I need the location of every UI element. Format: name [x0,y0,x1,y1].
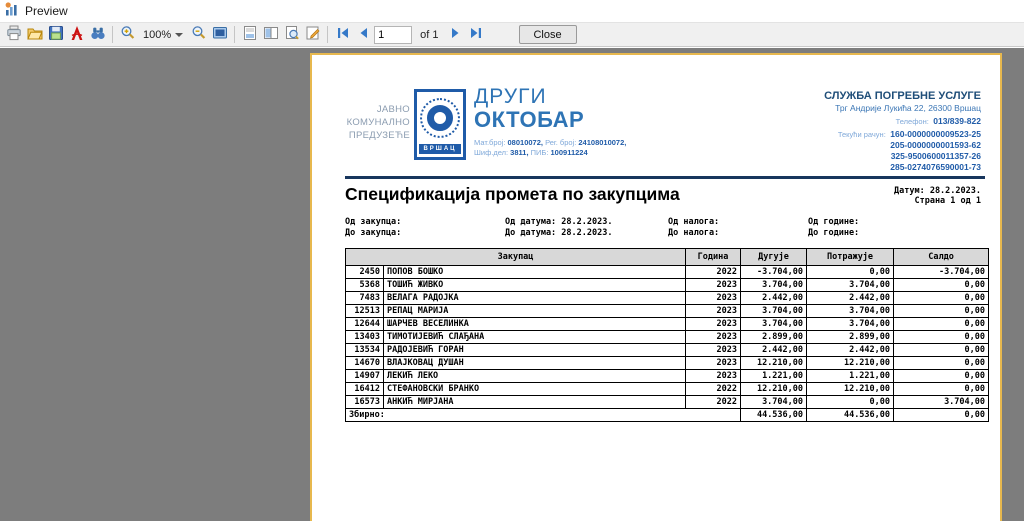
cell-debit: 3.704,00 [741,305,807,318]
filter-to-year: До године: [808,228,860,238]
cell-code: 7483 [346,292,384,305]
cell-code: 12644 [346,318,384,331]
table-row [346,292,989,305]
filter-to-tenant: До закупца: [345,228,402,238]
close-button[interactable]: Close [519,25,577,44]
cell-code: 5368 [346,279,384,292]
cell-year: 2023 [686,331,741,344]
report-date: Датум: 28.2.2023. [894,186,981,196]
cell-debit: 2.442,00 [741,292,807,305]
filter-from-order: Од налога: [668,217,720,227]
export-pdf-icon [69,25,85,44]
save-button[interactable] [45,24,66,45]
report-filters [312,217,1000,241]
cell-debit: 1.221,00 [741,370,807,383]
cell-credit: 2.899,00 [807,331,894,344]
company-name: ДРУГИ ОКТОБАР [474,85,585,132]
report-title: Спецификација промета по закупцима [345,184,680,204]
next-page-button[interactable] [445,24,466,45]
page-edit-icon [305,25,321,44]
totals-debit: 44.536,00 [741,409,807,422]
page-facing-view-button[interactable] [260,24,281,45]
cell-year: 2023 [686,279,741,292]
cell-balance: 0,00 [894,344,989,357]
cell-debit: 2.899,00 [741,331,807,344]
export-pdf-button[interactable] [66,24,87,45]
toolbar-separator [327,26,328,43]
cell-name: СТЕФАНОВСКИ БРАНКО [384,383,686,396]
filter-to-order: До налога: [668,228,720,238]
window-title: Preview [25,4,68,18]
cell-balance: -3.704,00 [894,266,989,279]
save-icon [48,25,64,44]
bank-account: 325-9500600011357-26 [890,151,981,161]
cell-debit: 12.210,00 [741,383,807,396]
report-page-number: Страна 1 од 1 [914,196,981,206]
cell-balance: 0,00 [894,357,989,370]
cell-code: 16573 [346,396,384,409]
column-header-debit: Дугује [741,249,807,266]
first-page-icon [335,25,351,44]
table-row [346,344,989,357]
bank-account: 205-0000000001593-62 [890,140,981,150]
service-name: СЛУЖБА ПОГРЕБНЕ УСЛУГЕ [824,90,981,102]
report-meta [894,186,981,206]
page-facing-icon [263,25,279,44]
full-page-button[interactable] [209,24,230,45]
cell-year: 2023 [686,344,741,357]
column-header-year: Година [686,249,741,266]
cell-code: 14670 [346,357,384,370]
table-header-row [346,249,989,266]
page-single-icon [242,25,258,44]
cell-credit: 0,00 [807,396,894,409]
cell-credit: 12.210,00 [807,383,894,396]
table-row [346,279,989,292]
cell-name: РАДОЈЕВИЋ ГОРАН [384,344,686,357]
titlebar [0,0,1024,22]
last-page-button[interactable] [466,24,487,45]
next-page-icon [447,25,463,44]
cell-balance: 0,00 [894,279,989,292]
cell-credit: 3.704,00 [807,279,894,292]
cell-credit: 3.704,00 [807,318,894,331]
cell-balance: 0,00 [894,383,989,396]
report-table [345,248,989,422]
preview-app-icon [4,1,20,22]
cell-code: 13534 [346,344,384,357]
cell-balance: 0,00 [894,318,989,331]
print-button[interactable] [3,24,24,45]
logo-emblem-icon [427,105,453,131]
open-button[interactable] [24,24,45,45]
cell-year: 2022 [686,266,741,279]
cell-credit: 0,00 [807,266,894,279]
totals-row [346,409,989,422]
full-page-icon [212,25,228,44]
preview-canvas [0,48,1024,521]
cell-balance: 3.704,00 [894,396,989,409]
zoom-out-button[interactable] [188,24,209,45]
table-row [346,318,989,331]
cell-year: 2023 [686,357,741,370]
bank-account: 285-0274076590001-73 [890,162,981,172]
table-row [346,305,989,318]
page-magnify-button[interactable] [281,24,302,45]
zoom-in-icon [120,25,136,44]
company-type-text: ЈАВНО КОМУНАЛНО ПРЕДУЗЕЋЕ [346,104,410,141]
service-address: Трг Андрије Лукића 22, 26300 Вршац [835,103,981,113]
page-number-input[interactable] [374,26,412,44]
cell-debit: 3.704,00 [741,318,807,331]
table-row [346,331,989,344]
find-button[interactable] [87,24,108,45]
service-contact-block: СЛУЖБА ПОГРЕБНЕ УСЛУГЕ Трг Андрије Лукића 22, 26300 Вршац Телефон: 013/839-822 Текући рачун: 160-0000000009523-25 205-0000000001593-62 325-9500600011357-26 285-0274076590001-73 [824,90,981,172]
cell-debit: -3.704,00 [741,266,807,279]
cell-credit: 2.442,00 [807,292,894,305]
open-icon [27,25,43,44]
cell-name: ТИМОТИЈЕВИЋ СЛАЂАНА [384,331,686,344]
zoom-out-icon [191,25,207,44]
cell-credit: 3.704,00 [807,305,894,318]
header-divider [345,176,985,179]
cell-code: 12513 [346,305,384,318]
filter-to-date: До датума: 28.2.2023. [505,228,613,238]
cell-debit: 3.704,00 [741,279,807,292]
cell-year: 2022 [686,396,741,409]
cell-name: ТОШИЋ ЖИВКО [384,279,686,292]
cell-balance: 0,00 [894,370,989,383]
page-magnify-icon [284,25,300,44]
zoom-level-dropdown[interactable] [138,27,188,43]
print-icon [6,25,22,44]
cell-credit: 1.221,00 [807,370,894,383]
cell-code: 13403 [346,331,384,344]
cell-credit: 12.210,00 [807,357,894,370]
toolbar-separator [234,26,235,43]
cell-credit: 2.442,00 [807,344,894,357]
totals-credit: 44.536,00 [807,409,894,422]
table-row [346,383,989,396]
cell-balance: 0,00 [894,292,989,305]
find-icon [90,25,106,44]
cell-code: 14907 [346,370,384,383]
cell-year: 2023 [686,305,741,318]
column-header-tenant: Закупац [346,249,686,266]
table-row [346,396,989,409]
report-table-body [346,266,989,409]
previous-page-icon [356,25,372,44]
totals-balance: 0,00 [894,409,989,422]
zoom-level-value: 100% [143,28,172,41]
cell-code: 16412 [346,383,384,396]
service-phone: 013/839-822 [933,116,981,126]
previous-page-button[interactable] [353,24,374,45]
cell-year: 2022 [686,383,741,396]
cell-year: 2023 [686,318,741,331]
bank-account: 160-0000000009523-25 [890,129,981,139]
cell-code: 2450 [346,266,384,279]
zoom-in-button[interactable] [117,24,138,45]
page-single-view-button[interactable] [239,24,260,45]
cell-debit: 3.704,00 [741,396,807,409]
totals-label: Збирно: [346,409,741,422]
cell-name: РЕПАЦ МАРИЈА [384,305,686,318]
cell-name: АНКИЋ МИРЈАНА [384,396,686,409]
cell-balance: 0,00 [894,331,989,344]
toolbar [0,22,1024,47]
page-edit-button[interactable] [302,24,323,45]
cell-name: ВЕЛАГА РАДОЈКА [384,292,686,305]
cell-name: ПОПОВ БОШКО [384,266,686,279]
toolbar-separator [112,26,113,43]
column-header-credit: Потражује [807,249,894,266]
cell-name: ЛЕКИЋ ЛЕКО [384,370,686,383]
cell-year: 2023 [686,292,741,305]
chevron-down-icon [175,33,183,37]
cell-year: 2023 [686,370,741,383]
company-registration: Мат.број: 08010072, Рег. број: 24108010072, Шиф.дел: 3811, ПИБ: 100911224 [474,138,627,157]
company-logo [414,89,466,160]
cell-debit: 12.210,00 [741,357,807,370]
cell-balance: 0,00 [894,305,989,318]
last-page-icon [468,25,484,44]
logo-city-badge: ВРШАЦ [419,144,461,154]
table-row [346,266,989,279]
cell-debit: 2.442,00 [741,344,807,357]
cell-name: ШАРЧЕВ ВЕСЕЛИНКА [384,318,686,331]
cell-name: ВЛАЈКОВАЦ ДУШАН [384,357,686,370]
report-page [310,53,1002,521]
first-page-button[interactable] [332,24,353,45]
filter-from-tenant: Од закупца: [345,217,402,227]
filter-from-year: Од године: [808,217,860,227]
table-row [346,370,989,383]
column-header-balance: Салдо [894,249,989,266]
filter-from-date: Од датума: 28.2.2023. [505,217,613,227]
table-row [346,357,989,370]
page-count-label: of 1 [420,28,439,41]
